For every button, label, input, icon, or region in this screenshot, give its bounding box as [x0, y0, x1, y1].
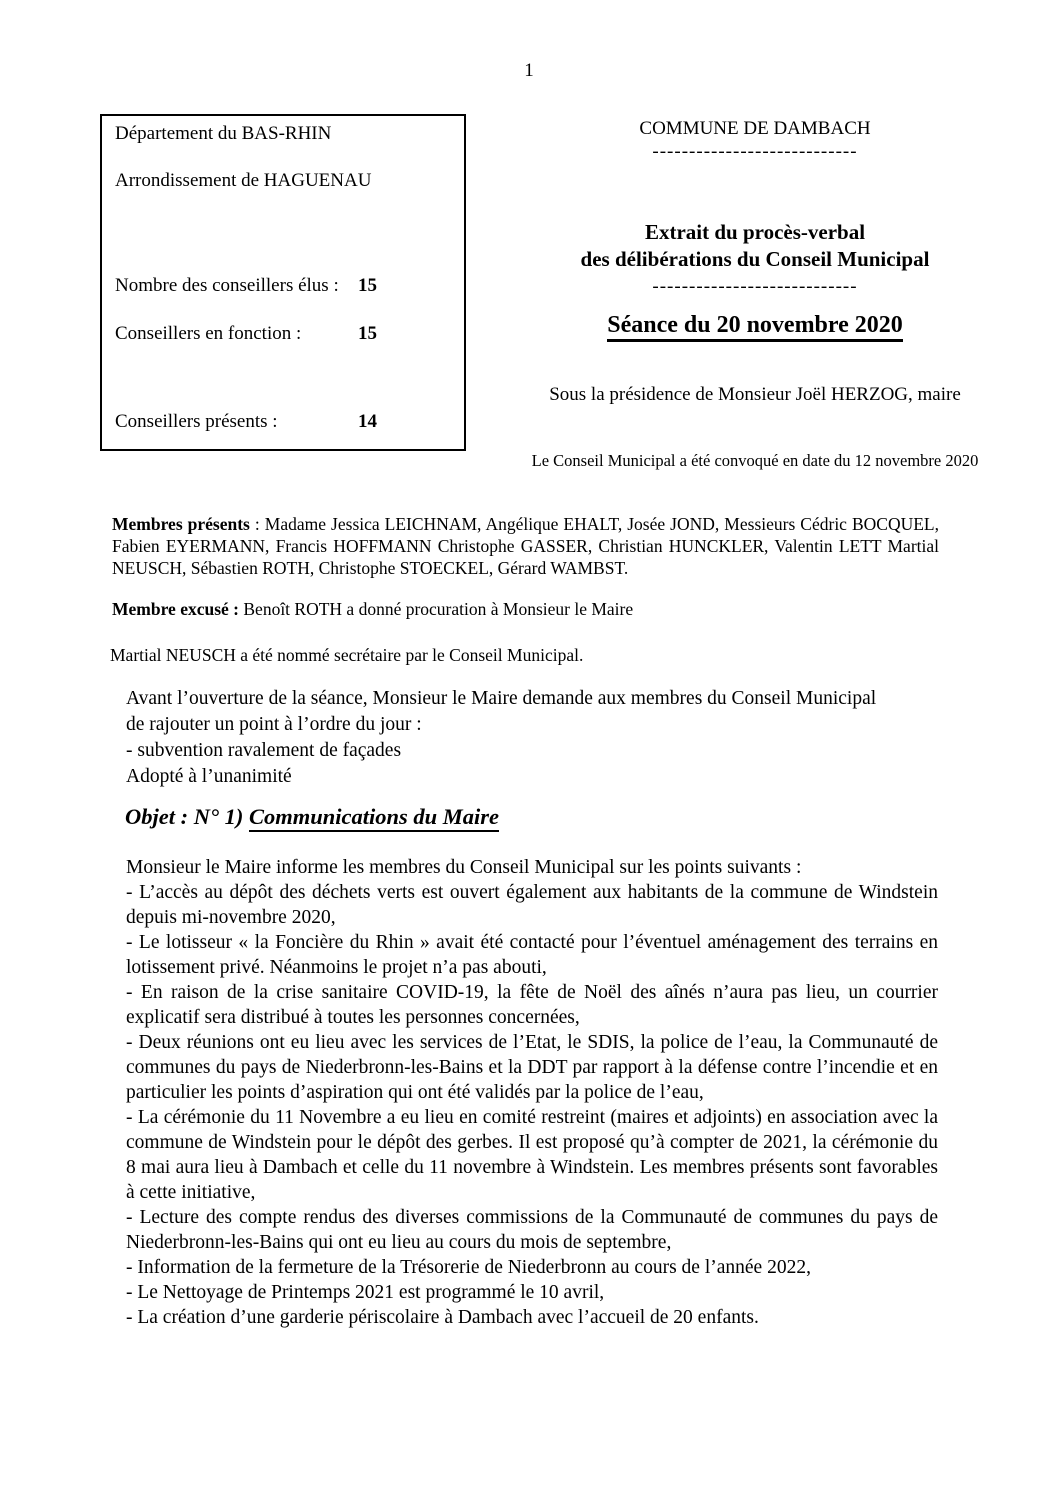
- presidence-line: Sous la présidence de Monsieur Joël HERZOG, maire: [549, 384, 961, 405]
- communication-point: - Le Nettoyage de Printemps 2021 est programmé le 10 avril,: [126, 1282, 605, 1303]
- session-title-text: Séance du 20 novembre 2020: [607, 312, 903, 342]
- member-excused-text: Benoît ROTH a donné procuration à Monsieur le Maire: [239, 599, 634, 619]
- conseillers-elus-value: 15: [358, 275, 377, 296]
- conseillers-elus-row: [115, 275, 456, 297]
- members-present-paragraph: [112, 513, 939, 579]
- member-excused-label: Membre excusé :: [112, 599, 239, 619]
- preamble-paragraph: [126, 686, 896, 790]
- communication-point: - Deux réunions ont eu lieu avec les services de l’Etat, le SDIS, la police de l’eau, la Communauté de communes du pays de Niederbronn-les-Bains et la DDT par rapport à la défense contre l’incendie et en particulier les points d’aspiration qui ont été validés par la police de l’eau,: [126, 1032, 938, 1103]
- section-heading-prefix: Objet : N° 1): [125, 804, 249, 829]
- extrait-line1: Extrait du procès-verbal: [644, 220, 866, 244]
- communication-point: - Lecture des compte rendus des diverses commissions de la Communauté de communes du pays de Niederbronn-les-Bains qui ont eu lieu au cours du mois de septembre,: [126, 1207, 938, 1253]
- members-present-names: : Madame Jessica LEICHNAM, Angélique EHALT, Josée JOND, Messieurs Cédric BOCQUEL, Fabien EYERMANN, Francis HOFFMANN Christophe GASSER, Christian HUNCKLER, Valentin LETT Martial NEUSCH, Sébastien ROTH, Christophe STOECKEL, Gérard WAMBST.: [112, 514, 939, 578]
- communication-point: - Information de la fermeture de la Trésorerie de Niederbronn au cours de l’année 2022,: [126, 1257, 811, 1278]
- session-title: [470, 312, 1040, 339]
- communication-point: - Le lotisseur « la Foncière du Rhin » avait été contacté pour l’éventuel aménagement des terrains en lotissement privé. Néanmoins le projet n’a pas abouti,: [126, 932, 938, 978]
- conseillers-presents-value: 14: [358, 411, 377, 432]
- preamble-line: Avant l’ouverture de la séance, Monsieur le Maire demande aux membres du Conseil Municipal de rajouter un point à l’ordre du jour :: [126, 688, 877, 735]
- communications-body: [126, 855, 938, 1330]
- members-present-label: Membres présents: [112, 514, 250, 534]
- extrait-line2: des délibérations du Conseil Municipal: [580, 247, 930, 271]
- convocation-line: Le Conseil Municipal a été convoqué en date du 12 novembre 2020: [531, 451, 979, 470]
- communication-point: - L’accès au dépôt des déchets verts est ouvert également aux habitants de la commune de Windstein depuis mi-novembre 2020,: [126, 882, 938, 928]
- info-box: [100, 114, 466, 451]
- communication-point: - La cérémonie du 11 Novembre a eu lieu en comité restreint (maires et adjoints) en association avec la commune de Windstein pour le dépôt des gerbes. Il est proposé qu’à compter de 2021, la cérémonie du 8 mai aura lieu à Dambach et celle du 11 novembre à Windstein. Les membres présents sont favorables à cette initiative,: [126, 1107, 938, 1203]
- departement-line: Département du BAS-RHIN: [115, 123, 332, 144]
- conseillers-fonction-value: 15: [358, 323, 377, 344]
- commune-title: COMMUNE DE DAMBACH: [639, 118, 871, 139]
- preamble-line: Adopté à l’unanimité: [126, 766, 292, 787]
- communications-points: [126, 880, 938, 1330]
- divider-dashes-top: ----------------------------: [652, 141, 858, 162]
- conseillers-presents-label: Conseillers présents :: [115, 411, 278, 432]
- section-heading-title: Communications du Maire: [249, 804, 499, 832]
- conseillers-fonction-row: [115, 323, 456, 345]
- page-number: 1: [524, 60, 534, 81]
- conseillers-presents-row: [115, 411, 456, 433]
- communication-point: - En raison de la crise sanitaire COVID-19, la fête de Noël des aînés n’aura pas lieu, un courrier explicatif sera distribué à toutes les personnes concernées,: [126, 982, 938, 1028]
- arrondissement-line: Arrondissement de HAGUENAU: [115, 170, 372, 191]
- section-heading: [125, 804, 499, 830]
- member-excused-line: [112, 599, 633, 620]
- secretary-line: Martial NEUSCH a été nommé secrétaire par le Conseil Municipal.: [110, 645, 584, 665]
- communications-intro: Monsieur le Maire informe les membres du Conseil Municipal sur les points suivants :: [126, 857, 802, 878]
- communication-point: - La création d’une garderie périscolaire à Dambach avec l’accueil de 20 enfants.: [126, 1307, 759, 1328]
- conseillers-elus-label: Nombre des conseillers élus :: [115, 275, 339, 296]
- preamble-line: - subvention ravalement de façades: [126, 740, 402, 761]
- divider-dashes-bottom: ----------------------------: [652, 276, 858, 297]
- conseillers-fonction-label: Conseillers en fonction :: [115, 323, 302, 344]
